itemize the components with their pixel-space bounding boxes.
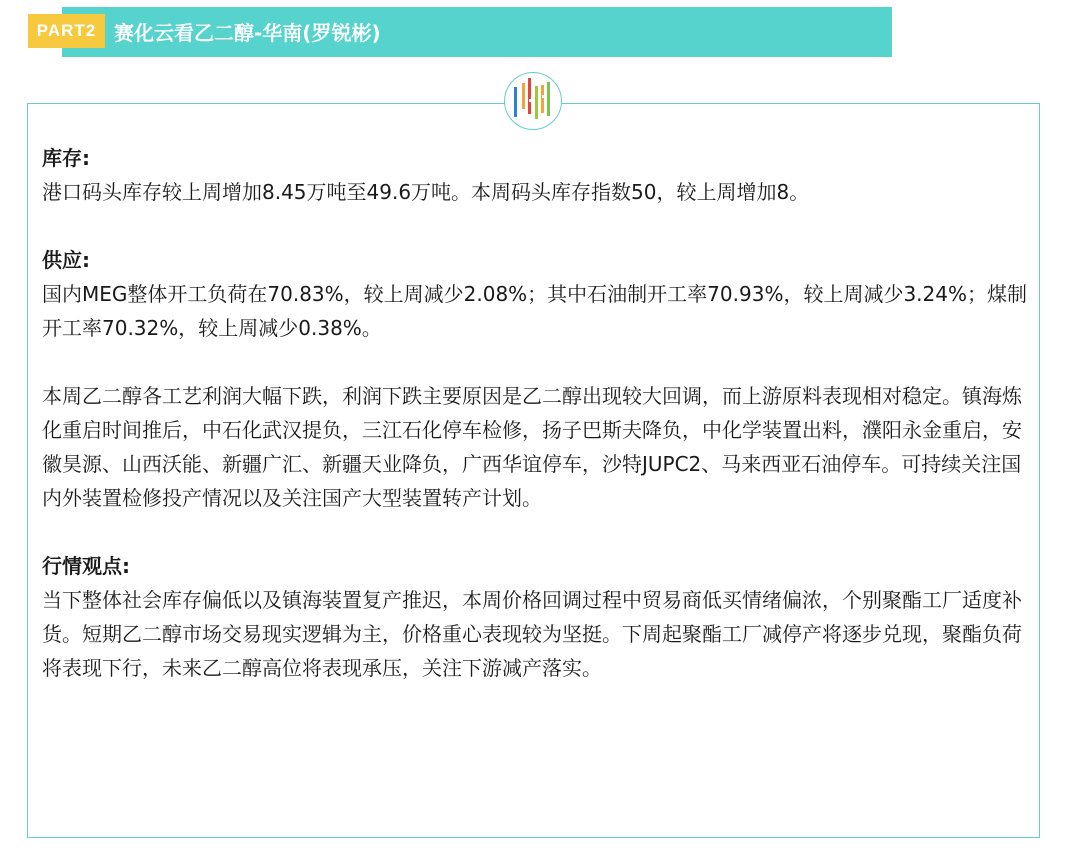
paragraph-supply: 国内MEG整体开工负荷在70.83%，较上周减少2.08%；其中石油制开工率70.93%，较上周减少3.24%；煤制开工率70.32%，较上周减少0.38%。 <box>42 282 1027 340</box>
section-heading-supply: 供应: <box>42 248 90 272</box>
article-body <box>42 141 1032 685</box>
paragraph-market-view: 当下整体社会库存偏低以及镇海装置复产推迟，本周价格回调过程中贸易商低买情绪偏浓，个别聚酯工厂适度补货。短期乙二醇市场交易现实逻辑为主，价格重心表现较为坚挺。下周起聚酯工厂减停产将逐步兑现，聚酯负荷将表现下行，未来乙二醇高位将表现承压，关注下游减产落实。 <box>42 588 1022 680</box>
section-heading-market-view: 行情观点: <box>42 554 130 578</box>
profit-section <box>42 379 1032 515</box>
bar-chart-logo-icon <box>504 72 562 130</box>
part-label-badge: PART2 <box>28 14 105 48</box>
market-view-section <box>42 549 1032 685</box>
paragraph-inventory: 港口码头库存较上周增加8.45万吨至49.6万吨。本周码头库存指数50，较上周增加8。 <box>42 180 810 204</box>
section-heading-inventory: 库存: <box>42 146 90 170</box>
section-title: 赛化云看乙二醇-华南(罗锐彬) <box>114 20 381 45</box>
paragraph-profit: 本周乙二醇各工艺利润大幅下跌，利润下跌主要原因是乙二醇出现较大回调，而上游原料表现相对稳定。镇海炼化重启时间推后，中石化武汉提负，三江石化停车检修，扬子巴斯夫降负，中化学装置出料，濮阳永金重启，安徽昊源、山西沃能、新疆广汇、新疆天业降负，广西华谊停车，沙特JUPC2、马来西亚石油停车。可持续关注国内外装置检修投产情况以及关注国产大型装置转产计划。 <box>42 384 1022 510</box>
inventory-section <box>42 141 1032 209</box>
supply-section <box>42 243 1032 345</box>
